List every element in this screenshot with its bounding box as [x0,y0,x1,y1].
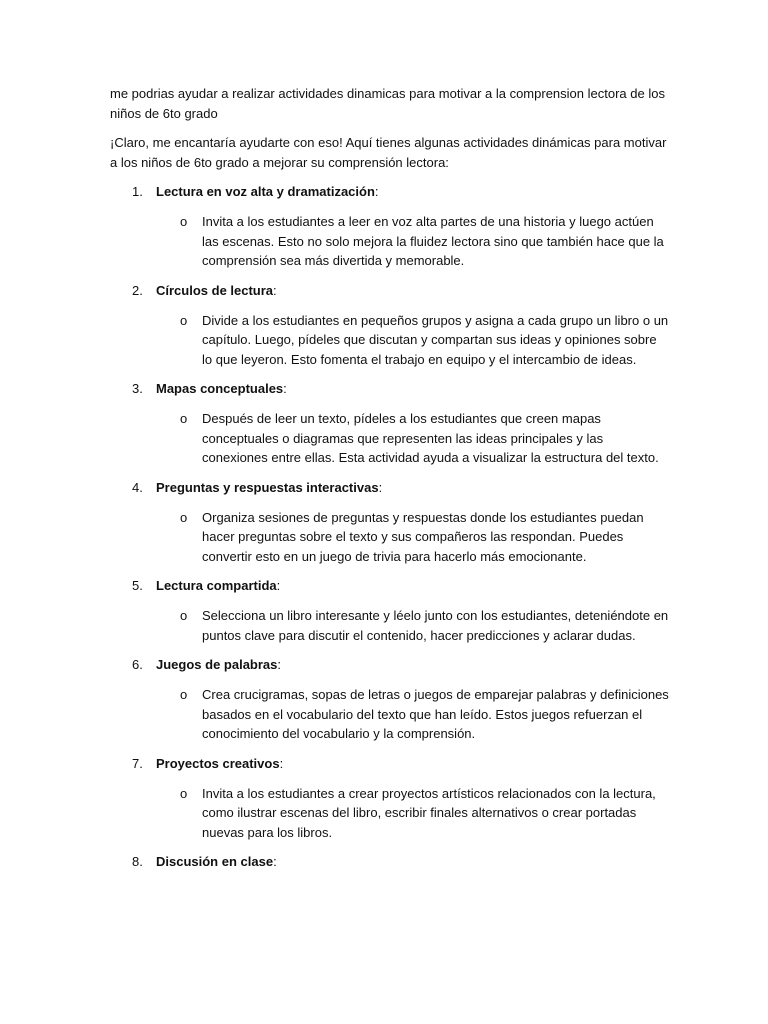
activity-item [110,754,670,843]
activity-description [110,508,670,567]
activity-heading [110,852,670,872]
activity-description [110,311,670,370]
activity-description [110,685,670,744]
activity-heading [110,655,670,675]
activity-item [110,182,670,271]
intro-paragraph: ¡Claro, me encantaría ayudarte con eso! Aquí tienes algunas actividades dinámicas para motivar a los niños de 6to grado a mejorar su comprensión lectora: [110,135,667,170]
activity-number: 1. [132,184,143,199]
activity-text: Invita a los estudiantes a crear proyectos artísticos relacionados con la lectura, como ilustrar escenas del libro, escribir finales alternativos o crear portadas nuevas para los libros. [202,785,656,840]
activity-colon: : [378,479,383,495]
activity-description [110,212,670,271]
activity-heading [110,182,670,202]
activity-colon: : [273,282,277,298]
hollow-bullet-icon: o [180,785,188,801]
activity-title: Proyectos creativos [156,755,280,771]
activity-number: 7. [132,755,143,771]
activity-heading [110,379,670,399]
activity-item [110,576,670,645]
activity-title: Lectura compartida [156,578,277,593]
activity-heading [110,754,670,774]
activity-title: Círculos de lectura [156,282,274,298]
activity-colon: : [374,184,379,199]
activity-item [110,379,670,468]
hollow-bullet-icon: o [180,687,188,702]
hollow-bullet-icon: o [180,509,188,525]
activity-number: 6. [132,657,143,672]
activity-item [110,281,670,370]
activity-list [110,182,670,872]
activity-text: Invita a los estudiantes a leer en voz alta partes de una historia y luego actúen las escenas. Esto no solo mejora la fluidez lectora sino que también hace que la comprensión sea más divertida y memorable. [202,214,664,268]
activity-text: Divide a los estudiantes en pequeños grupos y asigna a cada grupo un libro o un capítulo. Luego, pídeles que discutan y compartan sus ideas y opiniones sobre lo que leyeron. Esto fomenta el trabajo en equipo y el intercambio de ideas. [202,312,669,367]
activity-description [110,606,670,645]
hollow-bullet-icon: o [180,312,188,328]
activity-heading [110,281,670,301]
activity-colon: : [279,755,284,771]
activity-text: Crea crucigramas, sopas de letras o juegos de emparejar palabras y definiciones basados en el vocabulario del texto que han leído. Estos juegos refuerzan el conocimiento del vocabulario y la comprensión. [202,687,669,741]
activity-title: Mapas conceptuales [156,381,284,396]
activity-colon: : [283,381,287,396]
activity-colon: : [276,578,281,593]
activity-colon: : [277,657,282,672]
activity-item [110,478,670,567]
hollow-bullet-icon: o [180,214,188,229]
activity-title: Juegos de palabras [156,657,278,672]
activity-text: Después de leer un texto, pídeles a los estudiantes que creen mapas conceptuales o diagramas que representen las ideas principales y las conexiones entre ellas. Esta actividad ayuda a visualizar la estructura del texto. [202,411,659,465]
activity-description [110,784,670,843]
hollow-bullet-icon: o [180,411,188,426]
activity-text: Selecciona un libro interesante y léelo junto con los estudiantes, deteniéndote en puntos clave para discutir el contenido, hacer predicciones y aclarar dudas. [202,608,669,643]
activity-title: Lectura en voz alta y dramatización [156,184,375,199]
activity-number: 5. [132,578,143,593]
activity-heading [110,576,670,596]
document-page [110,84,670,882]
activity-description [110,409,670,468]
activity-number: 8. [132,854,143,869]
activity-number: 2. [132,282,143,298]
activity-item [110,852,670,872]
activity-colon: : [273,854,277,869]
activity-number: 4. [132,479,143,495]
activity-text: Organiza sesiones de preguntas y respuestas donde los estudiantes puedan hacer preguntas sobre el texto y sus compañeros las respondan. Puedes convertir esto en un juego de trivia para hacerlo más emocionante. [202,509,644,564]
activity-title: Preguntas y respuestas interactivas [156,479,379,495]
activity-item [110,655,670,744]
activity-title: Discusión en clase [156,854,274,869]
question-paragraph: me podrias ayudar a realizar actividades dinamicas para motivar a la comprension lectora de los niños de 6to grado [110,86,665,121]
activity-number: 3. [132,381,143,396]
activity-heading [110,478,670,498]
hollow-bullet-icon: o [180,608,188,623]
